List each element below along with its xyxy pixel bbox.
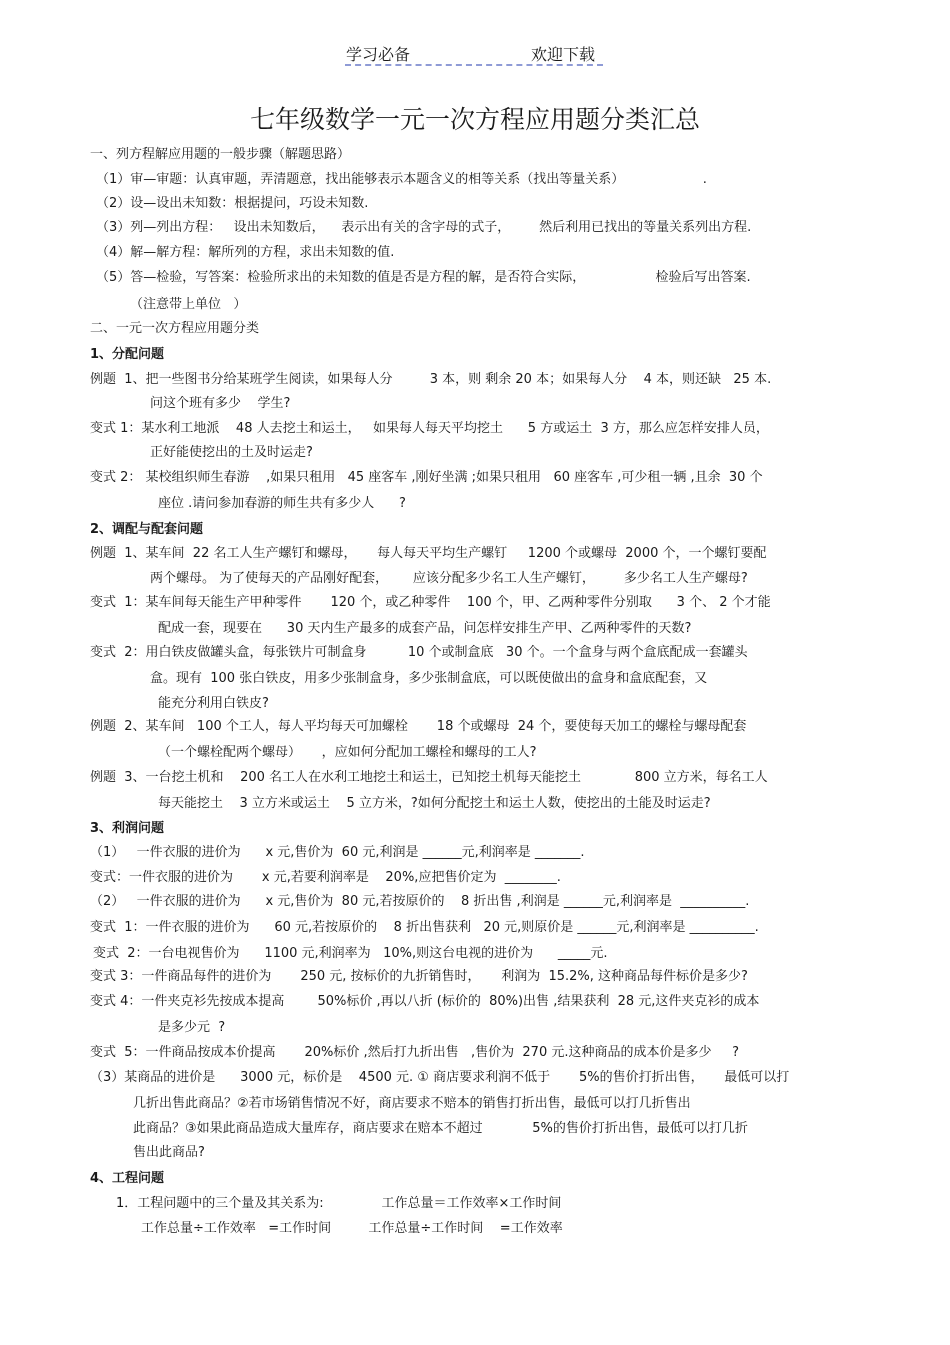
header-right: 欢迎下载 (531, 45, 596, 64)
section-heading: 一、列方程解应用题的一般步骤（解题思路） (90, 147, 351, 162)
problem-line: 配成一套，现要在 30 天内生产最多的成套产品，问怎样安排生产甲、乙两种零件的天数? (158, 621, 692, 636)
problem-line: 问这个班有多少 学生? (150, 396, 291, 411)
formula-line: 1．工程问题中的三个量及其关系为: 工作总量＝工作效率×工作时间 (116, 1196, 562, 1211)
step-1: （1）审—审题：认真审题，弄清题意，找出能够表示本题含义的相等关系（找出等量关系） . (96, 172, 707, 187)
step-5-note: （注意带上单位 ） (130, 297, 247, 312)
problem-line: 例题 1、某车间 22 名工人生产螺钉和螺母， 每人每天平均生产螺钉 1200 个或螺母 2000 个，一个螺钉要配 (90, 546, 767, 561)
problem-line: （3）某商品的进价是 3000 元，标价是 4500 元. ① 商店要求利润不低于 5%的售价打折出售， 最低可以打 (90, 1070, 790, 1085)
problem-line: 变式 1：某水利工地派 48 人去挖土和运土， 如果每人每天平均挖土 5 方或运土 3 方，那么应怎样安排人员， (90, 421, 769, 436)
problem-line: 每天能挖土 3 立方米或运土 5 立方米，?如何分配挖土和运土人数，使挖出的土能及时运走? (158, 796, 711, 811)
problem-line: 是多少元 ? (158, 1020, 226, 1035)
header-left: 学习必备 (346, 45, 411, 64)
subsection-heading: 4、工程问题 (90, 1171, 165, 1186)
problem-line: 变式 2：用白铁皮做罐头盒，每张铁片可制盒身 10 个或制盒底 30 个。一个盒身与两个盒底配成一套罐头 (90, 645, 748, 660)
problem-line: 例题 3、一台挖土机和 200 名工人在水利工地挖土和运土，已知挖土机每天能挖土 800 立方米，每名工人 (90, 770, 768, 785)
problem-line: 变式 4：一件夹克衫先按成本提高 50%标价 ,再以八折 (标价的 80%)出售 ,结果获利 28 元,这件夹克衫的成本 (90, 994, 760, 1009)
problem-line: 几折出售此商品？②若市场销售情况不好，商店要求不赔本的销售打折出售，最低可以打几折售出 (133, 1096, 691, 1111)
problem-line: 变式 3：一件商品每件的进价为 250 元, 按标价的九折销售时， 利润为 15.2%, 这种商品每件标价是多少? (90, 969, 748, 984)
problem-line: 正好能使挖出的土及时运走? (150, 445, 313, 460)
problem-line: 座位 .请问参加春游的师生共有多少人 ? (158, 496, 406, 511)
problem-line: 能充分利用白铁皮? (158, 696, 269, 711)
problem-line: 两个螺母。 为了使每天的产品刚好配套， 应该分配多少名工人生产螺钉， 多少名工人生产螺母? (150, 571, 748, 586)
problem-line: （一个螺栓配两个螺母） ，应如何分配加工螺栓和螺母的工人? (158, 745, 537, 760)
problem-line: 售出此商品? (133, 1145, 205, 1160)
subsection-heading: 2、调配与配套问题 (90, 522, 204, 537)
problem-line: 变式 2： 某校组织师生春游 ,如果只租用 45 座客车 ,刚好坐满 ;如果只租用 60 座客车 ,可少租一辆 ,且余 30 个 (90, 470, 763, 485)
formula-line: 工作总量÷工作效率 =工作时间 工作总量÷工作时间 =工作效率 (141, 1221, 563, 1236)
header-dashed-rule (345, 64, 603, 66)
step-5: （5）答—检验，写答案：检验所求出的未知数的值是否是方程的解，是否符合实际， 检验后写出答案. (96, 270, 751, 285)
subsection-heading: 3、利润问题 (90, 821, 165, 836)
problem-line: （2） 一件衣服的进价为 x 元,售价为 80 元,若按原价的 8 折出售 ,利润是 ______元,利润率是 __________. (90, 894, 750, 909)
step-4: （4）解—解方程：解所列的方程，求出未知数的值. (96, 245, 395, 260)
step-3: （3）列—列出方程： 设出未知数后， 表示出有关的含字母的式子， 然后利用已找出的等量关系列出方程. (96, 220, 752, 235)
problem-line: 例题 2、某车间 100 个工人，每人平均每天可加螺栓 18 个或螺母 24 个，要使每天加工的螺栓与螺母配套 (90, 719, 747, 734)
problem-line: 变式 5：一件商品按成本价提高 20%标价 ,然后打九折出售 ,售价为 270 元.这种商品的成本价是多少 ? (90, 1045, 740, 1060)
problem-line: 变式 1：一件衣服的进价为 60 元,若按原价的 8 折出售获利 20 元,则原价是 ______元,利润率是 __________. (90, 920, 759, 935)
problem-line: 此商品？③如果此商品造成大量库存，商店要求在赔本不超过 5%的售价打折出售，最低可以打几折 (133, 1121, 748, 1136)
step-2: （2）设—设出未知数：根据提问，巧设未知数. (96, 196, 369, 211)
section-heading: 二、一元一次方程应用题分类 (90, 321, 260, 336)
problem-line: 变式 2：一台电视售价为 1100 元,利润率为 10%,则这台电视的进价为 _____元. (93, 946, 608, 961)
page-title: 七年级数学一元一次方程应用题分类汇总 (249, 105, 700, 134)
problem-line: 盒。现有 100 张白铁皮，用多少张制盒身，多少张制盒底，可以既使做出的盒身和盒底配套，又 (150, 671, 708, 686)
problem-line: （1） 一件衣服的进价为 x 元,售价为 60 元,利润是 ______元,利润率是 _______. (90, 845, 585, 860)
problem-line: 变式：一件衣服的进价为 x 元,若要利润率是 20%,应把售价定为 ________. (90, 870, 561, 885)
problem-line: 变式 1：某车间每天能生产甲种零件 120 个，或乙种零件 100 个，甲、乙两种零件分别取 3 个、 2 个才能 (90, 595, 771, 610)
problem-line: 例题 1、把一些图书分给某班学生阅读，如果每人分 3 本，则 剩余 20 本；如果每人分 4 本，则还缺 25 本. (90, 372, 772, 387)
subsection-heading: 1、分配问题 (90, 347, 165, 362)
